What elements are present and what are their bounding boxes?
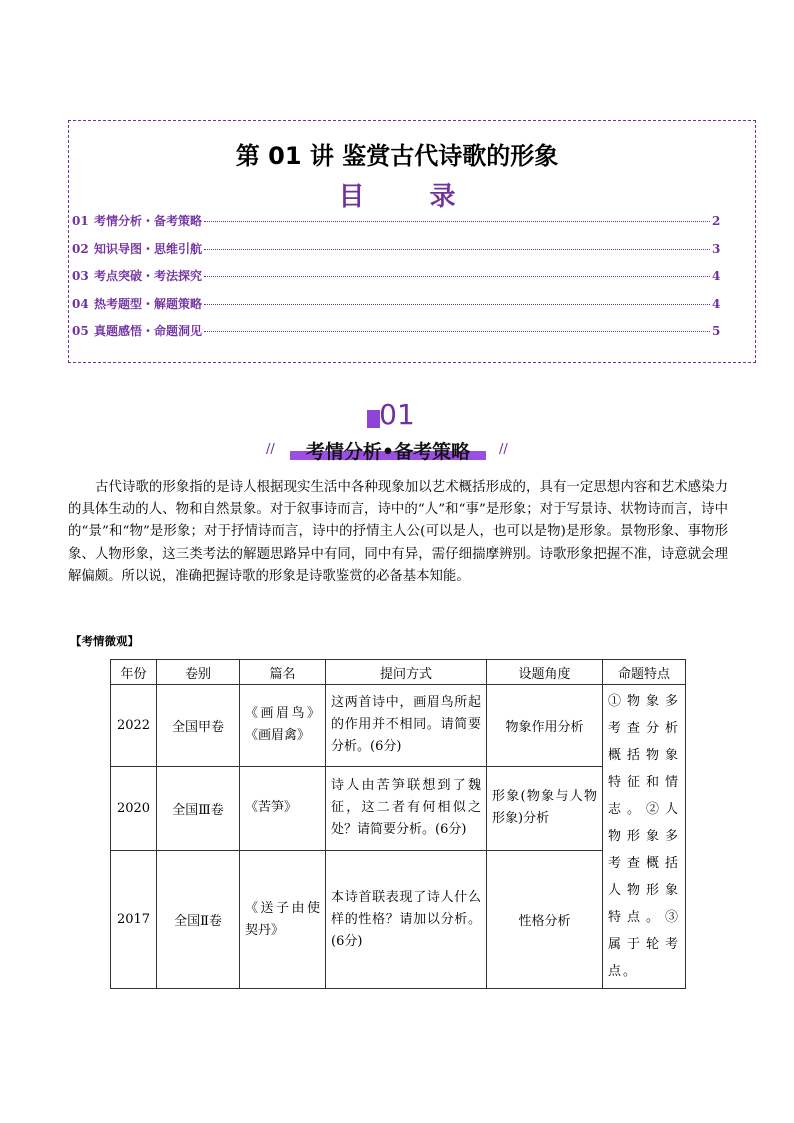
section-number: 01 (379, 398, 415, 431)
toc-list (72, 212, 720, 350)
toc-item-label: 知识导图・思维引航 (94, 241, 203, 256)
table-header: 提问方式 (326, 660, 487, 685)
toc-item-label: 考情分析・备考策略 (94, 214, 203, 228)
toc-item-number: 02 (72, 241, 89, 256)
toc-item-number: 01 (72, 214, 89, 228)
toc-item-number: 05 (72, 324, 89, 338)
table-header: 年份 (111, 660, 157, 685)
toc-item-label: 热考题型・解题策略 (94, 296, 203, 311)
table-row (111, 685, 686, 767)
slash-decoration: // (266, 442, 275, 457)
toc-item-label: 考点突破・考法探究 (94, 269, 203, 283)
toc-item[interactable] (72, 240, 720, 268)
features-cell: ①物象多考查分析概括物象特征和情志。②人物形象多考查概括人物形象特点。③属于轮考点。 (603, 685, 686, 989)
toc-item-number: 04 (72, 296, 89, 311)
table-row (111, 851, 686, 989)
toc-item-label: 真题感悟・命题洞见 (94, 324, 203, 338)
section-banner (282, 437, 494, 461)
toc-leader-dots (204, 331, 710, 332)
table-header: 设题角度 (487, 660, 603, 685)
title-cell: 《画眉鸟》《画眉禽》 (240, 685, 326, 767)
toc-item-page: 4 (712, 269, 721, 283)
question-cell: 诗人由苦笋联想到了魏征，这二者有何相似之处？请简要分析。(6分) (326, 766, 487, 851)
paper-cell: 全国甲卷 (157, 685, 240, 767)
year-cell: 2022 (111, 685, 157, 767)
section-banner-title: 考情分析•备考策略 (305, 441, 471, 463)
exam-table (110, 659, 686, 989)
toc-leader-dots (204, 276, 710, 277)
toc-leader-dots (204, 304, 710, 305)
question-cell: 本诗首联表现了诗人什么样的性格？请加以分析。(6分) (326, 851, 487, 989)
toc-item[interactable] (72, 212, 720, 240)
toc-item-number: 03 (72, 269, 89, 283)
paper-cell: 全国Ⅱ卷 (157, 851, 240, 989)
toc-heading: 目 录 (338, 182, 484, 212)
year-cell: 2017 (111, 851, 157, 989)
document-title: 第 01 讲 鉴赏古代诗歌的形象 (235, 142, 559, 170)
table-header-row (111, 660, 686, 685)
table-header: 篇名 (240, 660, 326, 685)
title-cell: 《送子由使契丹》 (240, 851, 326, 989)
question-cell: 这两首诗中，画眉鸟所起的作用并不相同。请简要分析。(6分) (326, 685, 487, 767)
toc-item[interactable] (72, 295, 720, 323)
slash-decoration: // (499, 442, 508, 457)
toc-leader-dots (204, 249, 710, 250)
angle-cell: 形象(物象与人物形象)分析 (487, 766, 603, 851)
toc-item[interactable] (72, 267, 720, 295)
intro-paragraph: 古代诗歌的形象指的是诗人根据现实生活中各种现象加以艺术概括形成的，具有一定思想内容和艺术感染力的具体生动的人、物和自然景象。对于叙事诗而言，诗中的“人”和“事”是形象；对于写景诗、状物诗而言，诗中的“景”和“物”是形象；对于抒情诗而言，诗中的抒情主人公(可以是人，也可以是物)是形象。景物形象、事物形象、人物形象，这三类考法的解题思路异中有同，同中有异，需仔细揣摩辨别。诗歌形象把握不准，诗意就会理解偏颇。所以说，准确把握诗歌的形象是诗歌鉴赏的必备基本知能。 (68, 480, 728, 584)
paper-cell: 全国Ⅲ卷 (157, 766, 240, 851)
toc-item-page: 4 (712, 296, 721, 311)
table-header: 卷别 (157, 660, 240, 685)
title-cell: 《苦笋》 (240, 766, 326, 851)
table-header: 命题特点 (603, 660, 686, 685)
angle-cell: 性格分析 (487, 851, 603, 989)
sub-label: 【考情微观】 (70, 634, 139, 648)
toc-item-page: 2 (712, 214, 721, 228)
year-cell: 2020 (111, 766, 157, 851)
toc-item-page: 5 (712, 324, 721, 338)
table-row (111, 766, 686, 851)
angle-cell: 物象作用分析 (487, 685, 603, 767)
toc-item[interactable] (72, 322, 720, 350)
toc-item-page: 3 (712, 241, 721, 256)
toc-leader-dots (204, 221, 710, 222)
